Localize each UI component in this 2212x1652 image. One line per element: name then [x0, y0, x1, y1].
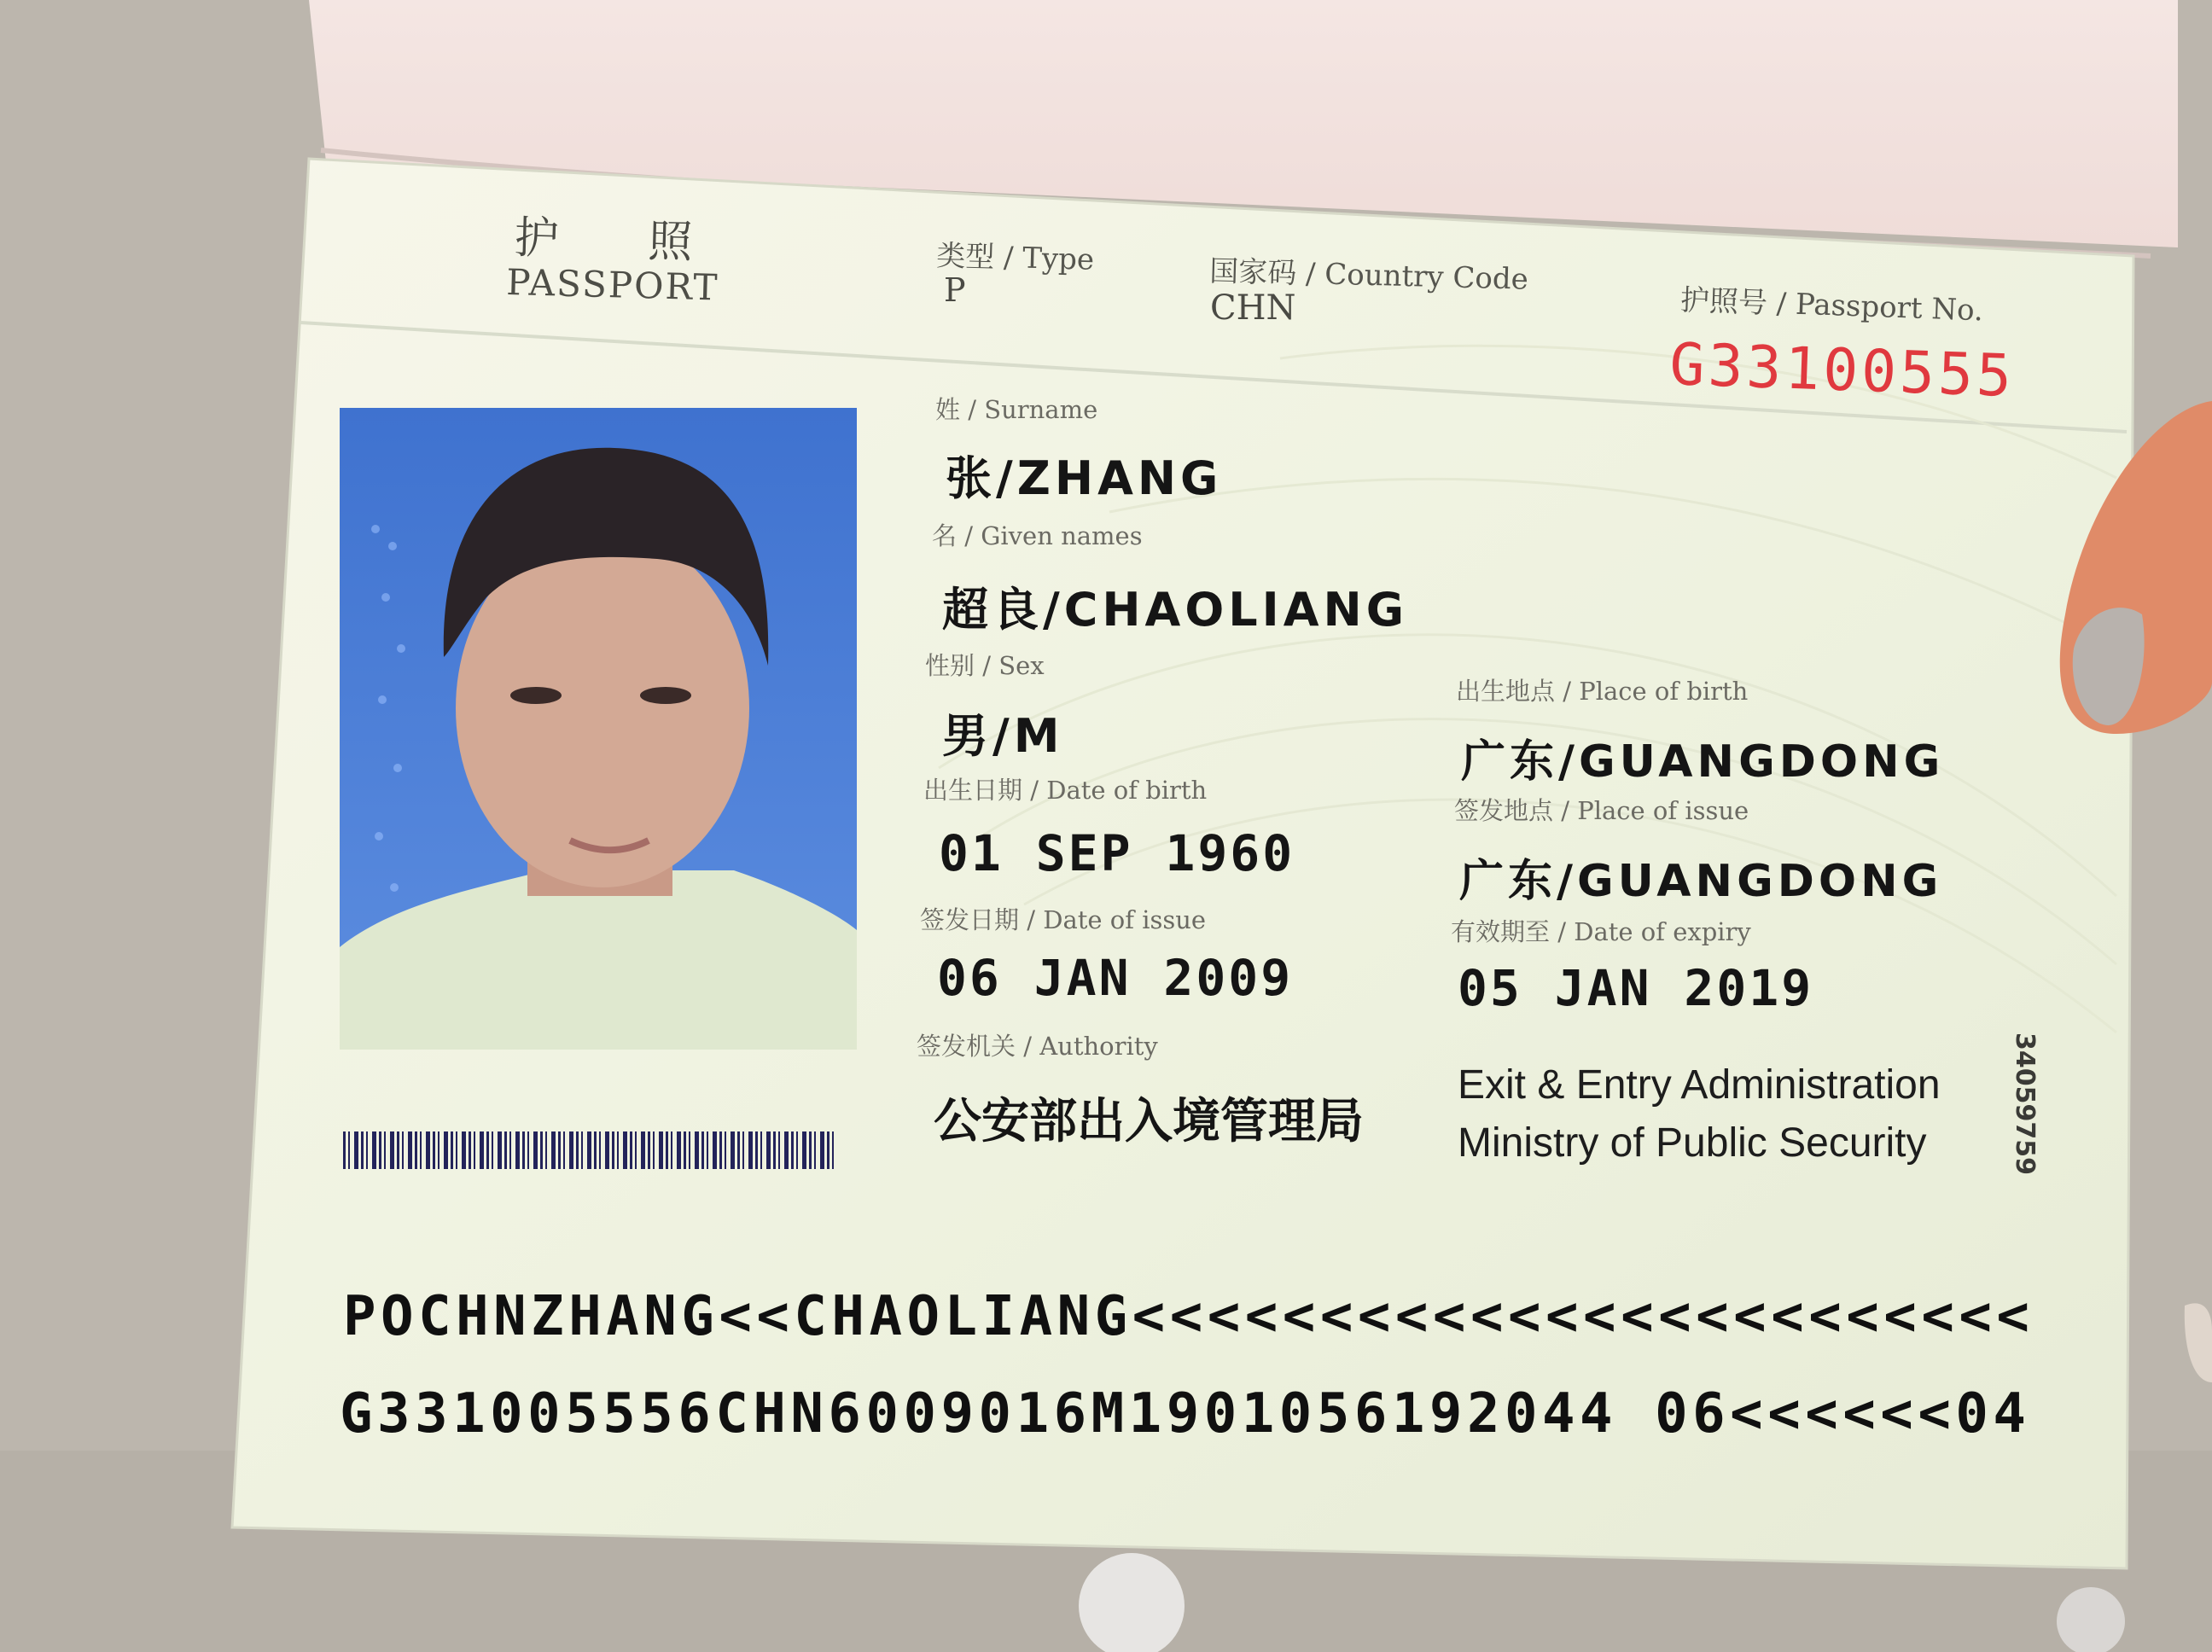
date-of-expiry-label: 有效期至 / Date of expiry [1451, 917, 1751, 946]
passport-number-label: 护照号 / Passport No. [1679, 282, 1984, 329]
date-of-birth-value: 01 SEP 1960 [939, 824, 1295, 882]
mrz-line-2: G331005556CHN6009016M1901056192044 06<<<<<<04 [340, 1382, 2031, 1446]
barcode [343, 1131, 838, 1169]
date-of-issue-value: 06 JAN 2009 [937, 949, 1294, 1007]
type-value: P [944, 271, 966, 309]
authority-en-line2: Ministry of Public Security [1458, 1120, 1927, 1166]
passport-number: G33100555 [1668, 331, 2017, 411]
place-of-issue-value: 广东/GUANGDONG [1459, 856, 1943, 907]
document-serial: 34059759 [2010, 1032, 2040, 1175]
given-names-label: 名 / Given names [932, 521, 1143, 550]
sex-label: 性别 / Sex [925, 651, 1045, 680]
authority-cn: 公安部出入境管理局 [934, 1094, 1364, 1149]
country-code-value: CHN [1210, 288, 1296, 328]
date-of-birth-label: 出生日期 / Date of birth [923, 776, 1208, 805]
mrz-line-1: POCHNZHANG<<CHAOLIANG<<<<<<<<<<<<<<<<<<<<<<<< [343, 1285, 2034, 1348]
passport-title-en: PASSPORT [505, 261, 720, 309]
passport-title-cn: 护 照 [514, 212, 731, 270]
date-of-expiry-value: 05 JAN 2019 [1458, 959, 1814, 1017]
date-of-issue-label: 签发日期 / Date of issue [920, 905, 1207, 934]
place-of-birth-value: 广东/GUANGDONG [1461, 736, 1945, 788]
place-of-issue-label: 签发地点 / Place of issue [1454, 796, 1749, 825]
place-of-birth-label: 出生地点 / Place of birth [1456, 677, 1749, 706]
type-label: 类型 / Type [935, 238, 1095, 277]
authority-label: 签发机关 / Authority [917, 1032, 1158, 1061]
surname-label: 姓 / Surname [935, 395, 1098, 424]
surname-value: 张/ZHANG [946, 451, 1223, 505]
authority-en-line1: Exit & Entry Administration [1458, 1062, 1941, 1108]
given-names-value: 超良/CHAOLIANG [942, 583, 1409, 637]
sex-value: 男/M [942, 709, 1064, 763]
country-code-label: 国家码 / Country Code [1208, 253, 1529, 297]
